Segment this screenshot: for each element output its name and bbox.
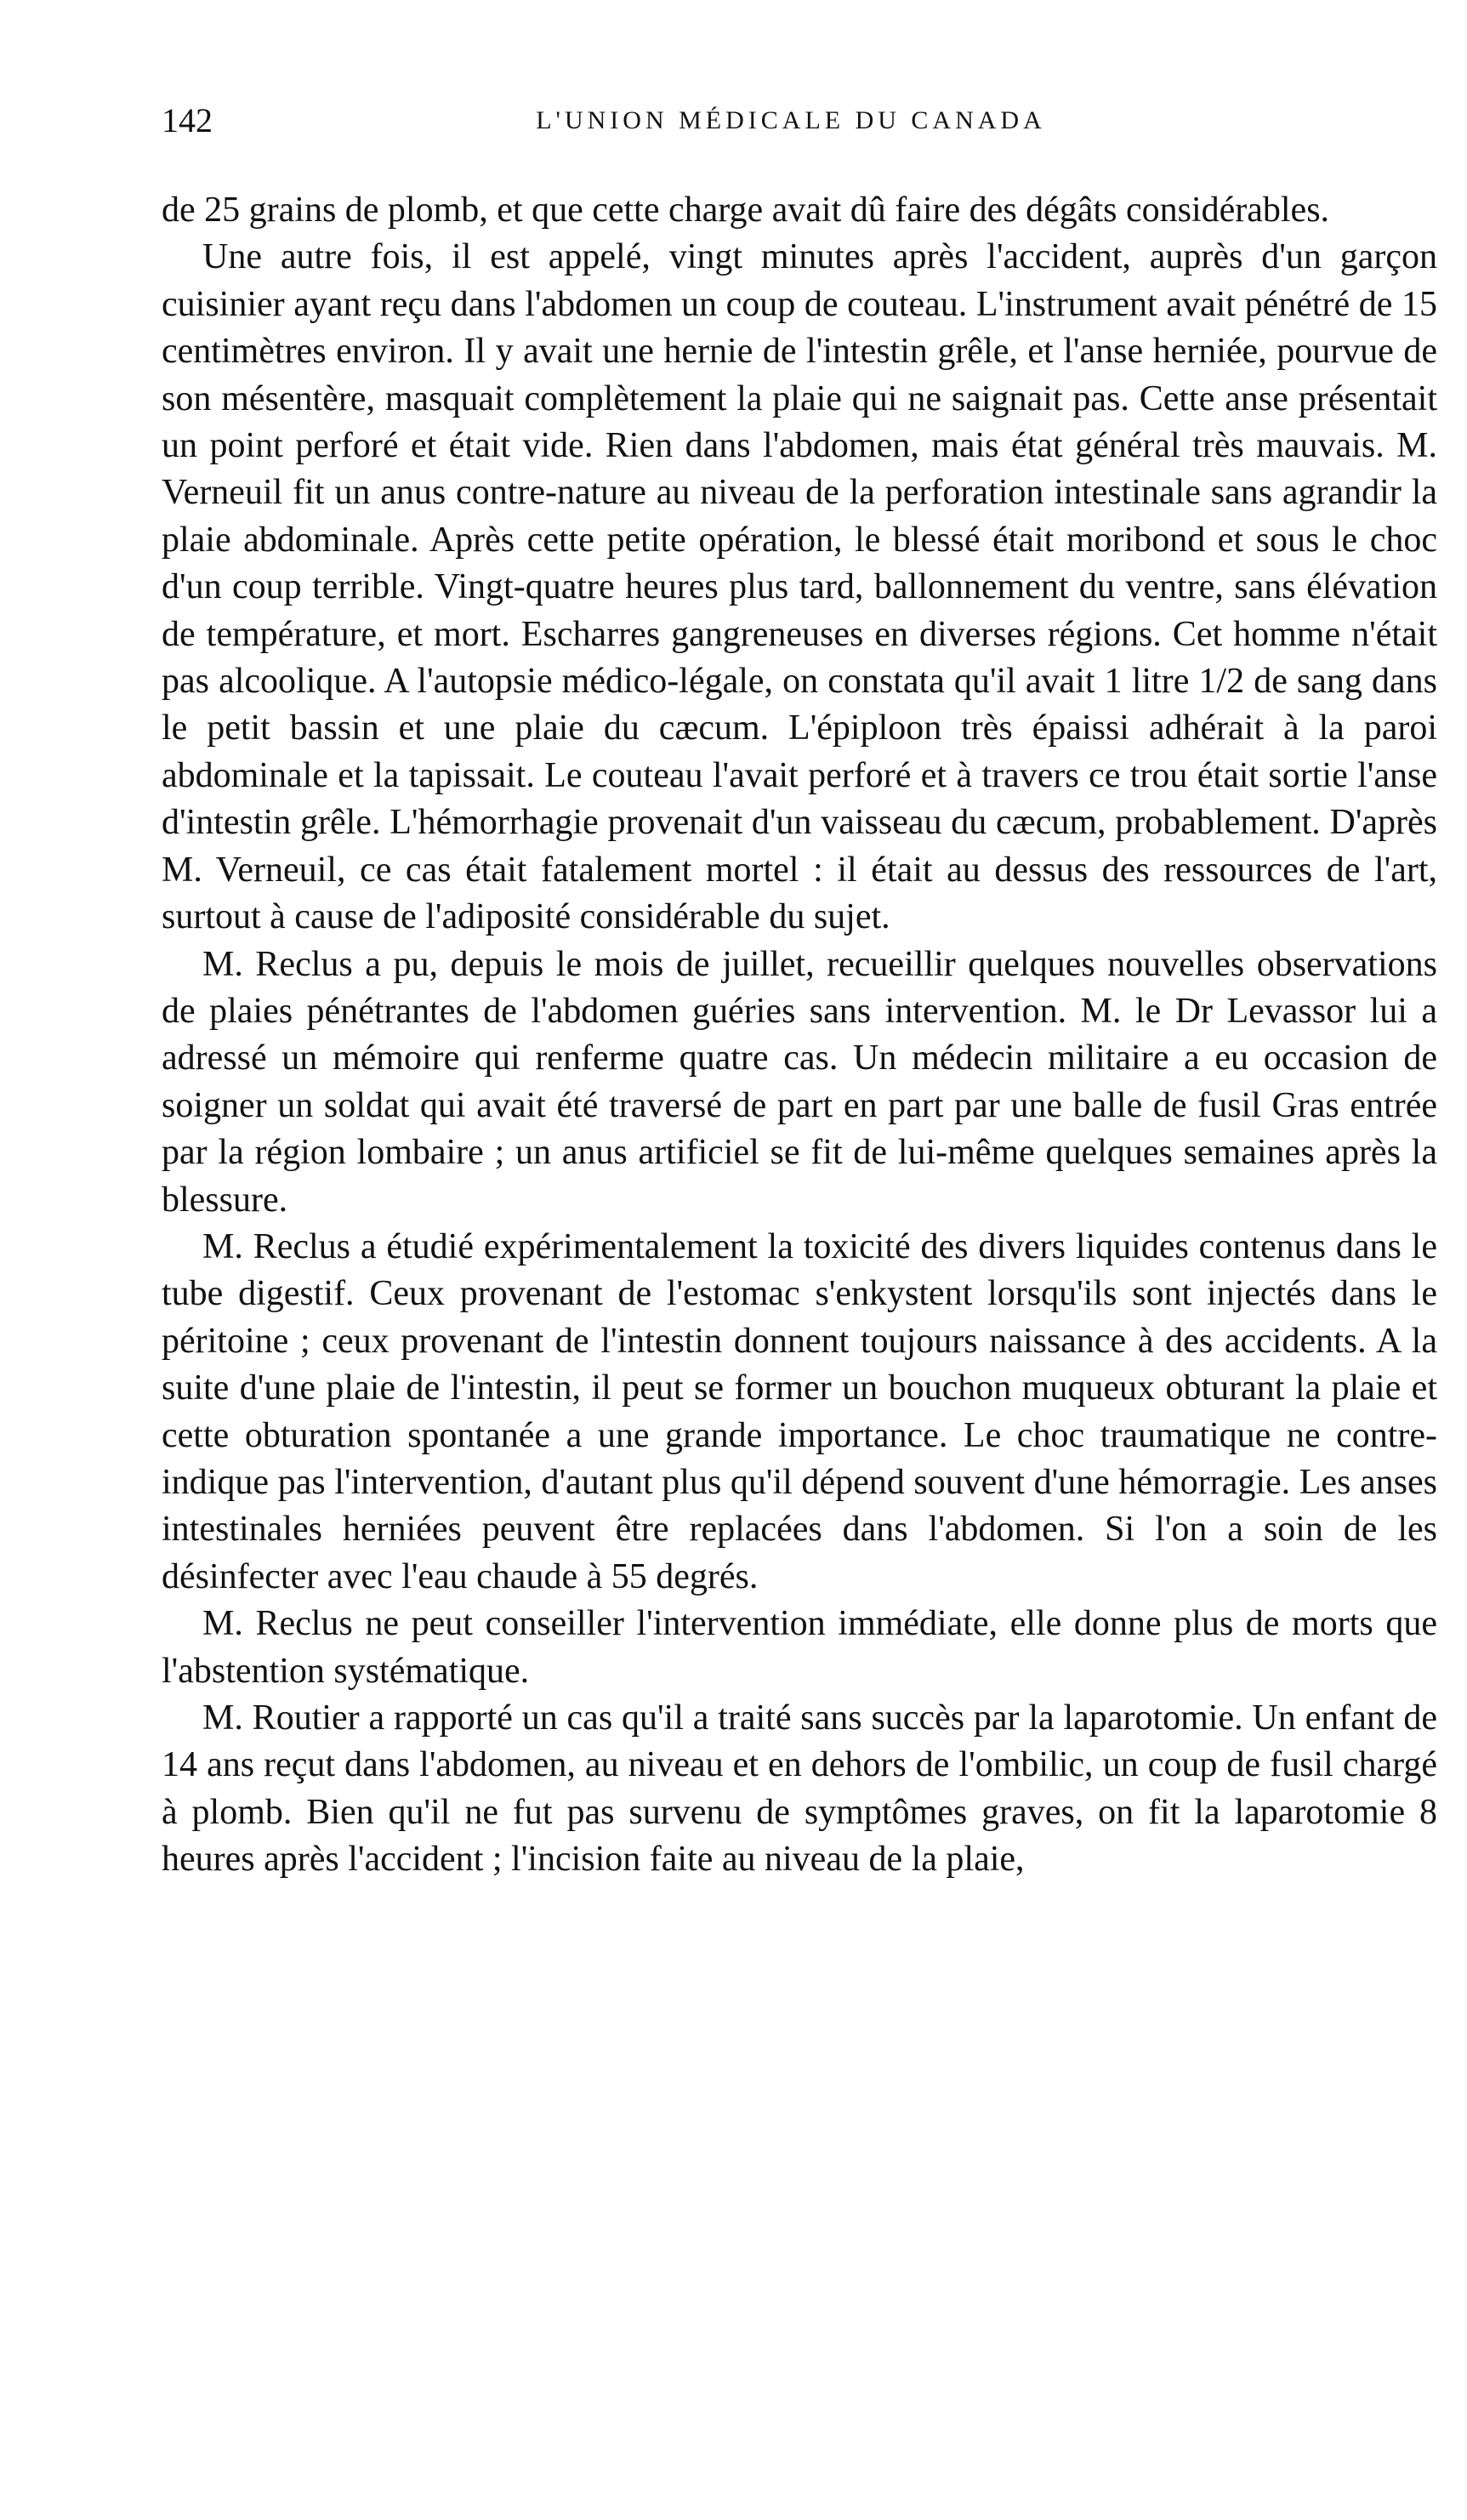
body-text — [162, 187, 1437, 1884]
paragraph: M. Reclus ne peut conseiller l'intervention immédiate, elle donne plus de morts que l'abstention systématique. — [162, 1604, 1437, 1691]
paragraph-continuation: de 25 grains de plomb, et que cette charge avait dû faire des dégâts considérables. — [162, 191, 1330, 230]
page-header — [162, 95, 1386, 146]
paragraph: M. Routier a rapporté un cas qu'il a traité sans succès par la laparotomie. Un enfant de 14 ans reçut dans l'abdomen, au niveau et en dehors de l'ombilic, un coup de fusil chargé à plomb. Bien qu'il ne fut pas survenu de symptômes graves, on fit la laparotomie 8 heures après l'accident ; l'incision faite au niveau de la plaie, — [162, 1698, 1437, 1880]
paragraph: Une autre fois, il est appelé, vingt minutes après l'accident, auprès d'un garçon cuisinier ayant reçu dans l'abdomen un coup de couteau. L'instrument avait pénétré de 15 centimètres environ. Il y avait une hernie de l'intestin grêle, et l'anse herniée, pourvue de son mésentère, masquait complètement la plaie qui ne saignait pas. Cette anse présentait un point perforé et était vide. Rien dans l'abdomen, mais état général très mauvais. M. Verneuil fit un anus contre-nature au niveau de la perforation intestinale sans agrandir la plaie abdominale. Après cette petite opération, le blessé était moribond et sous le choc d'un coup terrible. Vingt-quatre heures plus tard, ballonnement du ventre, sans élévation de température, et mort. Escharres gangreneuses en diverses régions. Cet homme n'était pas alcoolique. A l'autopsie médico-légale, on constata qu'il avait 1 litre 1/2 de sang dans le petit bassin et une plaie du cæcum. L'épiploon très épaissi adhérait à la paroi abdominale et la tapissait. Le couteau l'avait perforé et à travers ce trou était sortie l'anse d'intestin grêle. L'hémorrhagie provenait d'un vaisseau du cæcum, probablement. D'après M. Verneuil, ce cas était fatalement mortel : il était au dessus des ressources de l'art, surtout à cause de l'adiposité considérable du sujet. — [162, 237, 1437, 937]
running-title: L'UNION MÉDICALE DU CANADA — [536, 106, 1046, 134]
page-number: 142 — [162, 101, 213, 139]
paragraph: M. Reclus a étudié expérimentalement la toxicité des divers liquides contenus dans le tube digestif. Ceux provenant de l'estomac s'enkystent lorsqu'ils sont injectés dans le péritoine ; ceux provenant de l'intestin donnent toujours naissance à des accidents. A la suite d'une plaie de l'intestin, il peut se former un bouchon muqueux obturant la plaie et cette obturation spontanée a une grande importance. Le choc traumatique ne contre-indique pas l'intervention, d'autant plus qu'il dépend souvent d'une hémorragie. Les anses intestinales herniées peuvent être replacées dans l'abdomen. Si l'on a soin de les désinfecter avec l'eau chaude à 55 degrés. — [162, 1226, 1437, 1596]
paragraph: M. Reclus a pu, depuis le mois de juillet, recueillir quelques nouvelles observations de plaies pénétrantes de l'abdomen guéries sans intervention. M. le Dr Levassor lui a adressé un mémoire qui renferme quatre cas. Un médecin militaire a eu occasion de soigner un soldat qui avait été traversé de part en part par une balle de fusil Gras entrée par la région lombaire ; un anus artificiel se fit de lui-même quelques semaines après la blessure. — [162, 944, 1437, 1220]
